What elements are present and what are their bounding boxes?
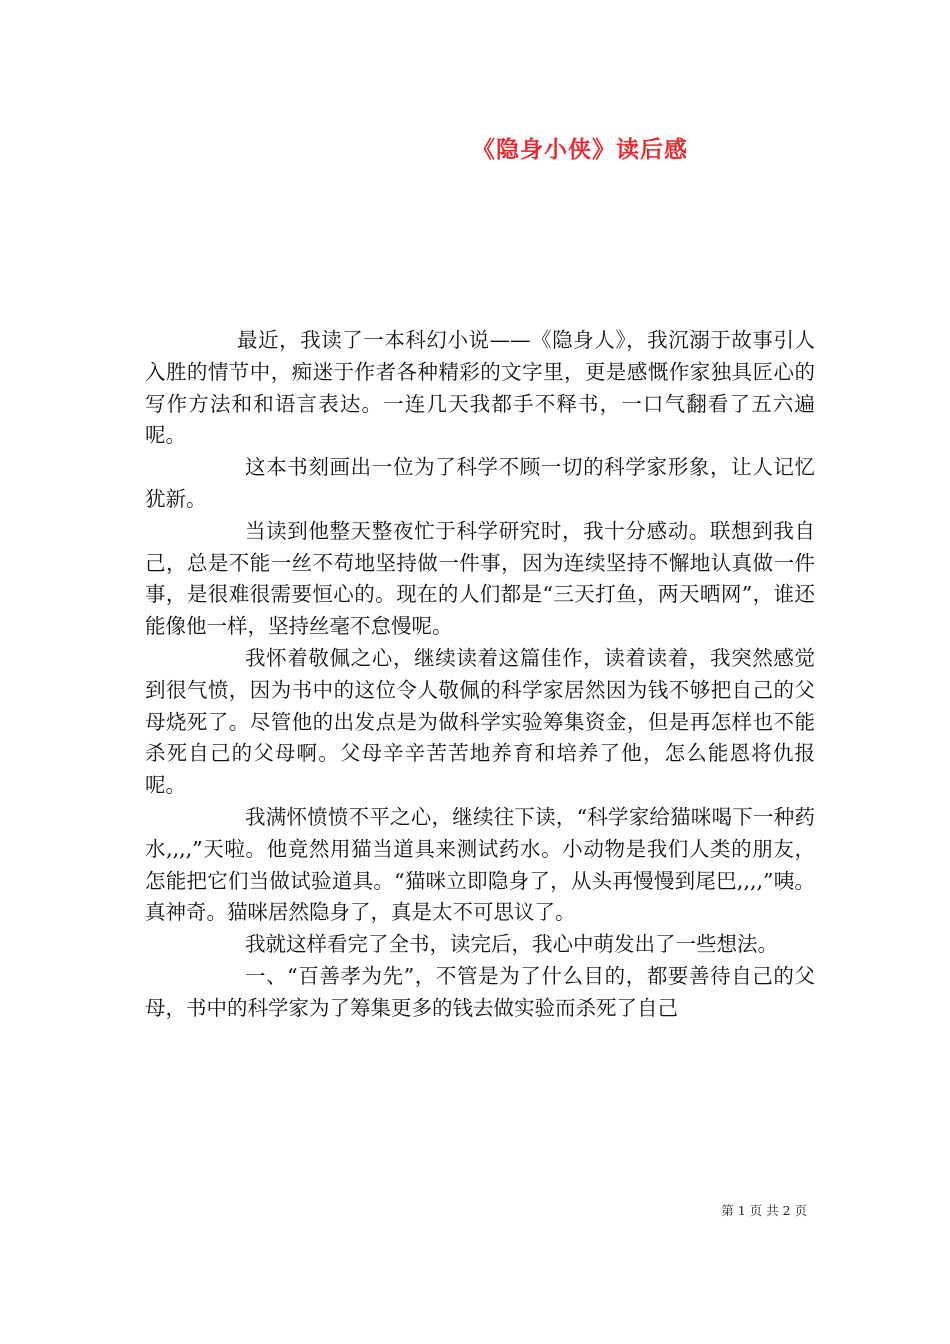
body-paragraph: 这本书刻画出一位为了科学不顾一切的科学家形象，让人记忆犹新。 [145, 455, 815, 511]
body-paragraph: 一、“百善孝为先”，不管是为了什么目的，都要善待自己的父母，书中的科学家为了筹集更多的钱去做实验而杀死了自己 [145, 963, 815, 1020]
body-paragraph: 我就这样看完了全书，读完后，我心中萌发出了一些想法。 [245, 932, 778, 957]
body-paragraph: 我怀着敬佩之心，继续读着这篇佳作，读着读着，我突然感觉到很气愤，因为书中的这位令人敬佩的科学家居然因为钱不够把自己的父母烧死了。尽管他的出发点是为做科学实验筹集资金，但是再怎样也不能杀死自己的父母啊。父母辛辛苦苦地养育和培养了他，怎么能恩将仇报呢。 [145, 645, 815, 798]
body-paragraph: 我满怀愤愤不平之心，继续往下读，“科学家给猫咪喝下一种药水,,,,”天啦。他竟然用猫当道具来测试药水。小动物是我们人类的朋友，怎能把它们当做试验道具。“猫咪立即隐身了，从头再慢慢到尾巴,,,,”咦。真神奇。猫咪居然隐身了，真是太不可思议了。 [145, 804, 815, 925]
page-number: 第 1 页 共 2 页 [721, 1203, 807, 1218]
body-paragraph: 当读到他整天整夜忙于科学研究时，我十分感动。联想到我自己，总是不能一丝不苟地坚持做一件事，因为连续坚持不懈地认真做一件事，是很难很需要恒心的。现在的人们都是“三天打鱼，两天晒网”，谁还能像他一样，坚持丝毫不怠慢呢。 [145, 518, 815, 639]
body-paragraph: 最近，我读了一本科幻小说——《隐身人》，我沉溺于故事引人入胜的情节中，痴迷于作者各种精彩的文字里，更是感慨作家独具匠心的写作方法和和语言表达。一连几天我都手不释书，一口气翻看了五六遍呢。 [145, 328, 815, 448]
document-title: 《隐身小侠》读后感 [472, 136, 688, 163]
document-body [145, 325, 815, 1025]
